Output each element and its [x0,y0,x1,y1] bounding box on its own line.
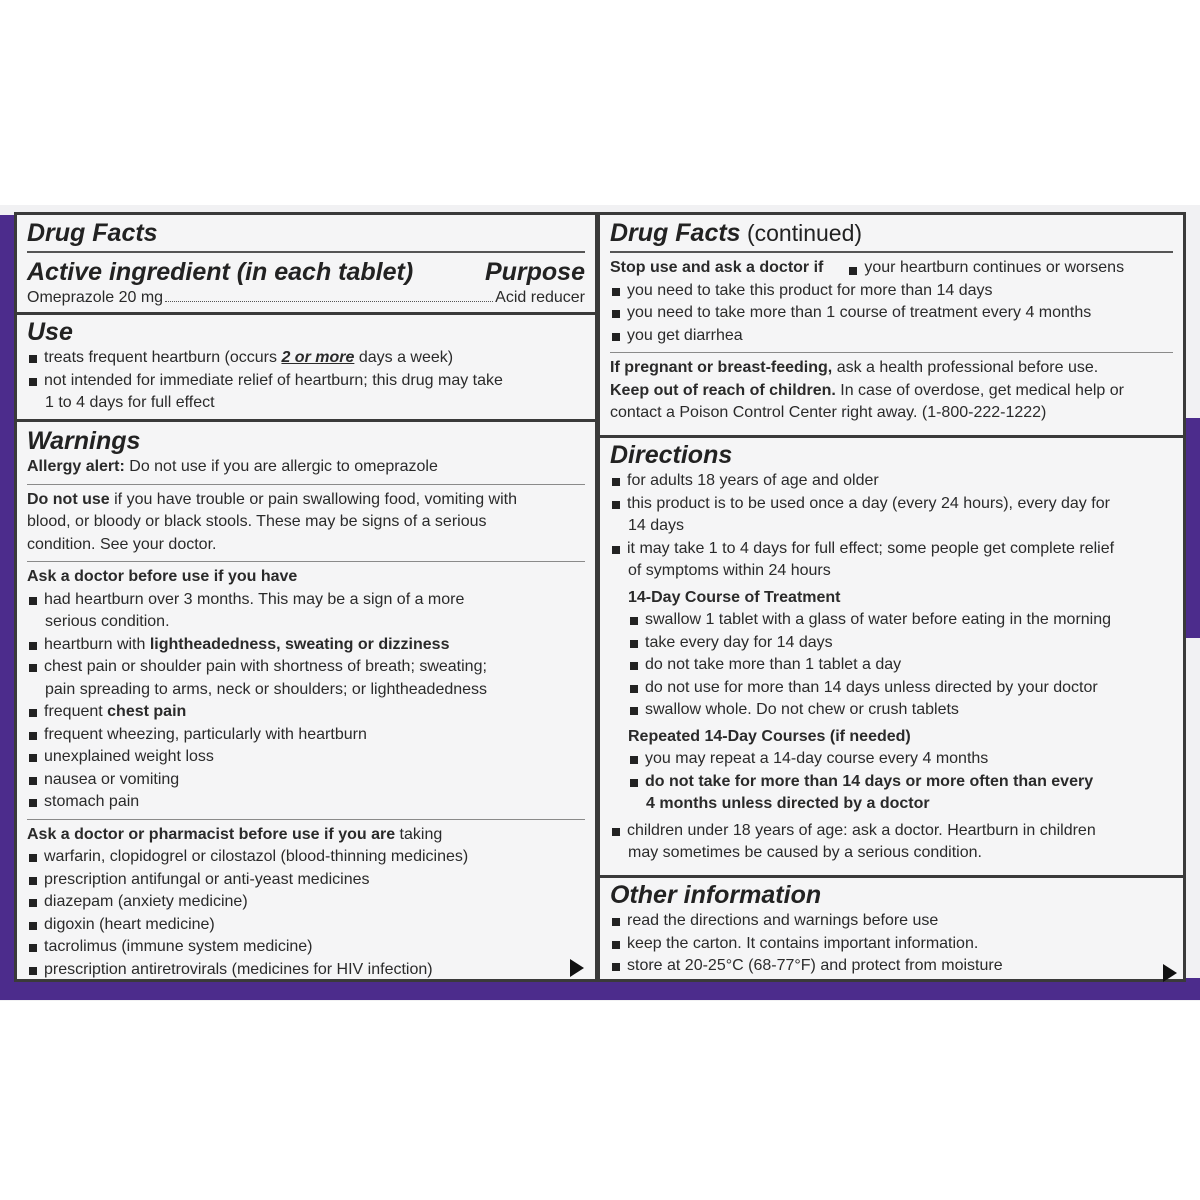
stop-use-section [600,215,1183,425]
course-item: do not take more than 1 tablet a day [628,654,1173,677]
allergy-alert: Allergy alert: Do not use if you are allergic to omeprazole [27,458,438,475]
directions-item: this product is to be used once a day (every 24 hours), every day for [610,493,1173,516]
directions-heading: Directions [610,441,733,469]
course-item: do not use for more than 14 days unless directed by your doctor [628,677,1173,700]
other-info-item: read the directions and warnings before use [610,910,1173,933]
repeat-item: do not take for more than 14 days or more often than every [628,771,1173,794]
drug-facts-title: Drug Facts [27,219,158,247]
drug-facts-panel-right [597,212,1186,982]
other-information-section [600,875,1183,979]
stop-use-item: you need to take more than 1 course of treatment every 4 months [610,302,1173,325]
pharmacist-item: prescription antiretrovirals (medicines for HIV infection) [27,959,585,982]
ask-doctor-item-cont: pain spreading to arms, neck or shoulders; or lightheadedness [45,680,488,698]
pharmacist-item: prescription antifungal or anti-yeast medicines [27,869,585,892]
stop-use-item: you need to take this product for more than 14 days [610,280,1173,303]
course-item: swallow 1 tablet with a glass of water before eating in the morning [628,609,1173,632]
ask-doctor-item: unexplained weight loss [27,746,585,769]
use-heading: Use [27,318,73,346]
pharmacist-item: warfarin, clopidogrel or cilostazol (blood-thinning medicines) [27,846,585,869]
active-ingredient-heading: Active ingredient (in each tablet) [27,258,414,286]
children-item: children under 18 years of age: ask a doctor. Heartburn in children [610,820,1173,843]
directions-section [600,435,1183,875]
repeat-heading: Repeated 14-Day Courses (if needed) [628,727,911,745]
use-item-cont: 1 to 4 days for full effect [45,394,215,411]
continue-arrow-icon [1163,964,1177,982]
warnings-section [17,419,595,979]
other-info-heading: Other information [610,881,822,909]
purple-band-left [0,215,14,1000]
do-not-use: Do not use if you have trouble or pain swallowing food, vomiting with [27,490,517,508]
ask-doctor-item-cont: serious condition. [45,613,170,630]
purpose-heading: Purpose [484,258,585,286]
ask-doctor-item: stomach pain [27,791,585,814]
keep-out-of-reach: Keep out of reach of children. In case of overdose, get medical help or [610,381,1124,399]
repeat-item: you may repeat a 14-day course every 4 months [628,748,1173,771]
course-item: take every day for 14 days [628,632,1173,655]
ingredient-row [27,287,585,310]
keep-out-of-reach-cont: contact a Poison Control Center right away. (1-800-222-1222) [610,404,1047,421]
ask-doctor-item: had heartburn over 3 months. This may be a sign of a more [27,589,585,612]
do-not-use-cont: condition. See your doctor. [27,535,217,553]
stop-use-item: your heartburn continues or worsens [847,259,1124,276]
pharmacist-item: diazepam (anxiety medicine) [27,891,585,914]
do-not-use-cont: blood, or bloody or black stools. These may be signs of a serious [27,513,487,530]
course-heading: 14-Day Course of Treatment [628,588,841,606]
directions-item-cont: of symptoms within 24 hours [628,562,831,579]
ingredient-purpose: Acid reducer [495,289,585,306]
ask-doctor-item: frequent wheezing, particularly with heartburn [27,724,585,747]
ask-doctor-item: frequent chest pain [27,701,585,724]
ask-pharmacist-heading: Ask a doctor or pharmacist before use if you are taking [27,825,443,843]
stop-use-heading: Stop use and ask a doctor if [610,259,824,276]
active-ingredient-section [17,215,595,312]
use-item: not intended for immediate relief of heartburn; this drug may take [27,370,585,393]
purple-band-right [1186,418,1200,638]
pregnant-warning: If pregnant or breast-feeding, ask a health professional before use. [610,359,1099,376]
directions-item: for adults 18 years of age and older [610,470,1173,493]
directions-item: it may take 1 to 4 days for full effect; some people get complete relief [610,538,1173,561]
drug-facts-panel-left [14,212,598,982]
continue-arrow-icon [570,959,584,977]
course-item: swallow whole. Do not chew or crush tablets [628,699,1173,722]
ask-doctor-item: chest pain or shoulder pain with shortness of breath; sweating; [27,656,585,679]
drug-facts-continued-title: Drug Facts (continued) [610,219,863,247]
children-item-cont: may sometimes be caused by a serious condition. [628,844,982,861]
ingredient-header-row [27,257,585,287]
ask-doctor-item: heartburn with lightheadedness, sweating or dizziness [27,634,585,657]
pharmacist-item: digoxin (heart medicine) [27,914,585,937]
warnings-heading: Warnings [27,427,141,455]
other-info-item: keep the carton. It contains important information. [610,933,1173,956]
use-item: treats frequent heartburn (occurs 2 or more days a week) [27,347,585,370]
ingredient-name: Omeprazole 20 mg [27,289,164,306]
repeat-item-cont: 4 months unless directed by a doctor [646,795,930,812]
ask-doctor-heading: Ask a doctor before use if you have [27,568,298,585]
pharmacist-item: tacrolimus (immune system medicine) [27,936,585,959]
ask-doctor-item: nausea or vomiting [27,769,585,792]
stop-use-item: you get diarrhea [610,325,1173,348]
directions-item-cont: 14 days [628,517,685,534]
other-info-item: store at 20-25°C (68-77°F) and protect from moisture [610,955,1173,978]
use-section [17,312,595,419]
stop-use-row [610,257,1173,280]
